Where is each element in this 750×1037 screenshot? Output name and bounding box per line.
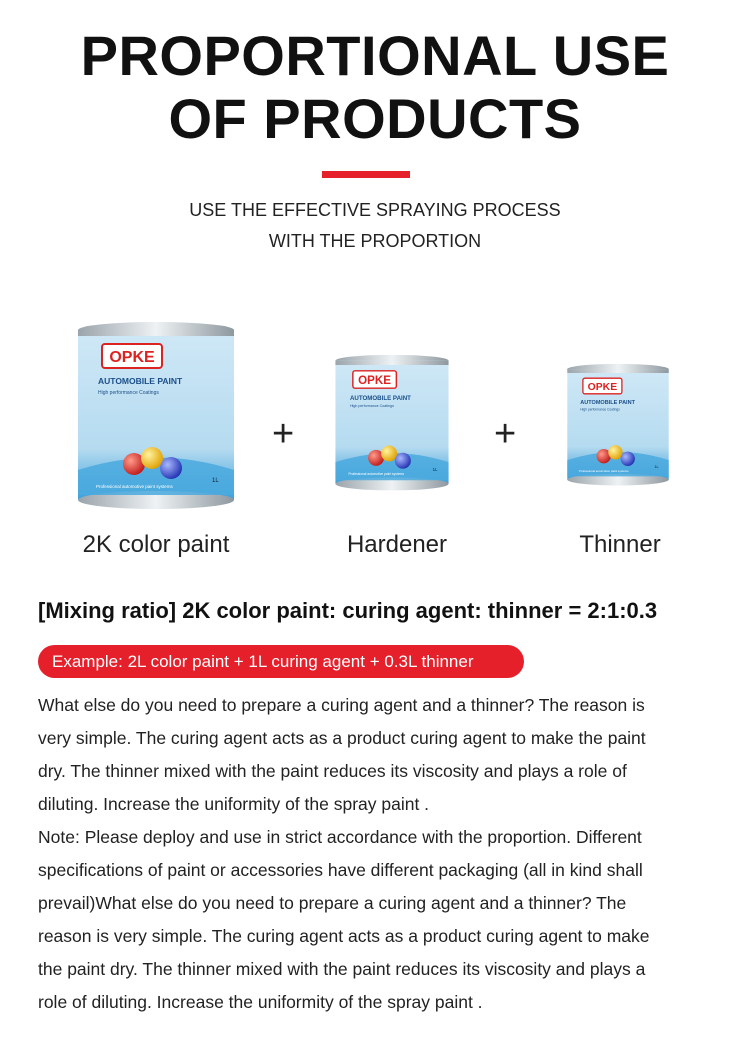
body-line: dry. The thinner mixed with the paint reduces its viscosity and plays a role of xyxy=(38,761,627,781)
title-divider xyxy=(322,171,410,178)
svg-text:High performance Coatings: High performance Coatings xyxy=(98,390,159,396)
body-line: diluting. Increase the uniformity of the spray paint . xyxy=(38,794,430,814)
example-badge: Example: 2L color paint + 1L curing agent + 0.3L thinner xyxy=(38,645,524,678)
body-line: specifications of paint or accessories have different packaging (all in kind shall xyxy=(38,860,643,880)
body-line: role of diluting. Increase the uniformity of the spray paint . xyxy=(38,992,483,1012)
body-line: What else do you need to prepare a curing agent and a thinner? The reason is xyxy=(38,695,645,715)
paint-can-color-paint xyxy=(76,320,236,512)
plus-sign-2: + xyxy=(494,413,517,455)
body-line: reason is very simple. The curing agent acts as a product curing agent to make xyxy=(38,926,650,946)
svg-text:OPKE: OPKE xyxy=(358,373,392,387)
svg-text:OPKE: OPKE xyxy=(109,349,155,366)
page-title-line2: OF PRODUCTS xyxy=(168,87,582,150)
svg-text:AUTOMOBILE PAINT: AUTOMOBILE PAINT xyxy=(98,376,183,386)
subtitle-line2: WITH THE PROPORTION xyxy=(268,231,482,251)
svg-text:OPKE: OPKE xyxy=(587,381,618,393)
body-line: prevail)What else do you need to prepare a curing agent and a thinner? The xyxy=(38,893,627,913)
page-title-line1: PROPORTIONAL USE xyxy=(80,24,670,87)
svg-text:Professional automotive paint: Professional automotive paint systems xyxy=(579,468,629,473)
body-line: the paint dry. The thinner mixed with the paint reduces its viscosity and plays a xyxy=(38,959,646,979)
description-text xyxy=(38,689,718,1019)
body-line: very simple. The curing agent acts as a product curing agent to make the paint xyxy=(38,728,646,748)
svg-text:AUTOMOBILE PAINT: AUTOMOBILE PAINT xyxy=(580,400,635,407)
svg-text:High performance Coatings: High performance Coatings xyxy=(349,404,394,409)
paint-can-hardener xyxy=(334,353,450,493)
svg-text:1L: 1L xyxy=(432,466,438,472)
mixing-ratio-heading: [Mixing ratio] 2K color paint: curing agent: thinner = 2:1:0.3 xyxy=(38,598,658,623)
svg-text:1L: 1L xyxy=(212,478,219,484)
plus-sign-1: + xyxy=(272,413,295,455)
svg-text:High performance Coatings: High performance Coatings xyxy=(580,407,620,412)
svg-text:Professional automotive paint: Professional automotive paint systems xyxy=(96,484,173,489)
svg-text:1L: 1L xyxy=(654,463,659,469)
paint-can-thinner xyxy=(566,362,670,488)
product-label-thinner: Thinner xyxy=(579,531,661,558)
product-label-color-paint: 2K color paint xyxy=(82,531,230,558)
product-label-hardener: Hardener xyxy=(346,531,448,558)
body-line: Note: Please deploy and use in strict accordance with the proportion. Different xyxy=(38,827,642,847)
subtitle-line1: USE THE EFFECTIVE SPRAYING PROCESS xyxy=(189,200,561,220)
svg-text:AUTOMOBILE PAINT: AUTOMOBILE PAINT xyxy=(349,394,411,402)
svg-text:Professional automotive paint: Professional automotive paint systems xyxy=(348,472,404,477)
